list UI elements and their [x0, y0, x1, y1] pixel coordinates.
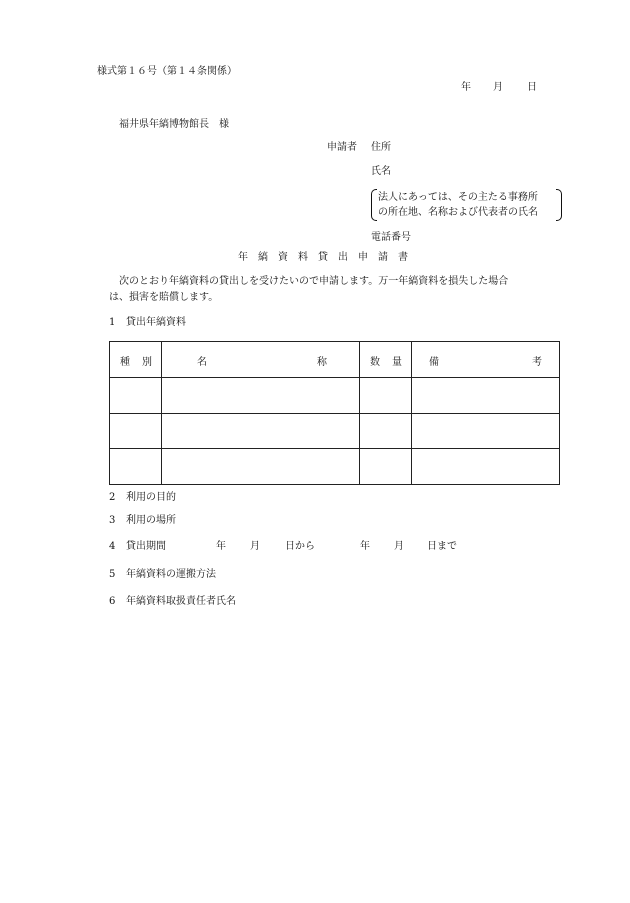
- left-bracket: [371, 189, 377, 221]
- header-name-char2: 称: [317, 357, 327, 368]
- table-header-row: [110, 342, 560, 378]
- applicant-phone-label: 電話番号: [371, 232, 411, 243]
- table-cell[interactable]: [412, 449, 560, 485]
- header-remarks-char1: 備: [429, 357, 439, 368]
- loan-materials-table: [109, 341, 560, 485]
- corporate-note-line1: 法人にあっては、その主たる事務所: [378, 192, 538, 203]
- table-cell[interactable]: [110, 378, 162, 414]
- body-text-line2: は、損害を賠償します。: [109, 292, 219, 303]
- table-cell[interactable]: [162, 413, 360, 449]
- header-type: [110, 342, 162, 378]
- body-text-line1: 次のとおり年縞資料の貸出しを受けたいので申請します。万一年縞資料を損失した場合: [119, 276, 509, 287]
- header-name-char1: 名: [197, 357, 207, 368]
- header-remarks-char2: 考: [532, 357, 542, 368]
- section4-label: 貸出期間: [126, 541, 166, 552]
- header-name: [162, 342, 360, 378]
- section4-until-day: 日まで: [427, 541, 457, 552]
- applicant-address-label: 住所: [371, 142, 391, 153]
- applicant-role-label: 申請者: [327, 142, 357, 153]
- table-cell[interactable]: [110, 413, 162, 449]
- header-quantity-char2: 量: [392, 357, 402, 368]
- date-day: 日: [527, 82, 537, 93]
- document-title: 年 縞 資 料 貸 出 申 請 書: [238, 252, 408, 263]
- table-row: [110, 413, 560, 449]
- table-cell[interactable]: [162, 378, 360, 414]
- header-remarks: [412, 342, 560, 378]
- table-cell[interactable]: [360, 449, 412, 485]
- section6-label: 年縞資料取扱責任者氏名: [126, 596, 236, 607]
- section5-label: 年縞資料の運搬方法: [126, 569, 216, 580]
- table-cell[interactable]: [162, 449, 360, 485]
- section4-from-day: 日から: [285, 541, 315, 552]
- section3-label: 利用の場所: [126, 515, 176, 526]
- table-row: [110, 449, 560, 485]
- section5-number: 5: [109, 569, 116, 580]
- section6-number: 6: [109, 596, 116, 607]
- header-type-char2: 別: [142, 357, 152, 368]
- section1-number: 1: [109, 317, 116, 328]
- section4-number: 4: [109, 541, 116, 552]
- header-quantity: [360, 342, 412, 378]
- section3-number: 3: [109, 515, 116, 526]
- header-type-char1: 種: [120, 357, 130, 368]
- form-number: 様式第１６号（第１４条関係）: [97, 66, 237, 77]
- section4-until-year: 年: [360, 541, 370, 552]
- table-cell[interactable]: [110, 449, 162, 485]
- date-year: 年: [461, 82, 471, 93]
- table-cell[interactable]: [412, 413, 560, 449]
- table-cell[interactable]: [360, 413, 412, 449]
- table-cell[interactable]: [360, 378, 412, 414]
- section2-number: 2: [109, 492, 116, 503]
- table-row: [110, 378, 560, 414]
- corporate-note-line2: の所在地、名称および代表者の氏名: [378, 207, 538, 218]
- section4-until-month: 月: [394, 541, 404, 552]
- section4-from-year: 年: [216, 541, 226, 552]
- addressee: 福井県年縞博物館長 様: [119, 119, 229, 130]
- section1-label: 貸出年縞資料: [126, 317, 186, 328]
- header-quantity-char1: 数: [370, 357, 380, 368]
- table-cell[interactable]: [412, 378, 560, 414]
- date-month: 月: [493, 82, 503, 93]
- section4-from-month: 月: [250, 541, 260, 552]
- right-bracket: [556, 189, 562, 221]
- corporate-note: [371, 189, 562, 221]
- section2-label: 利用の目的: [126, 492, 176, 503]
- applicant-name-label: 氏名: [371, 166, 391, 177]
